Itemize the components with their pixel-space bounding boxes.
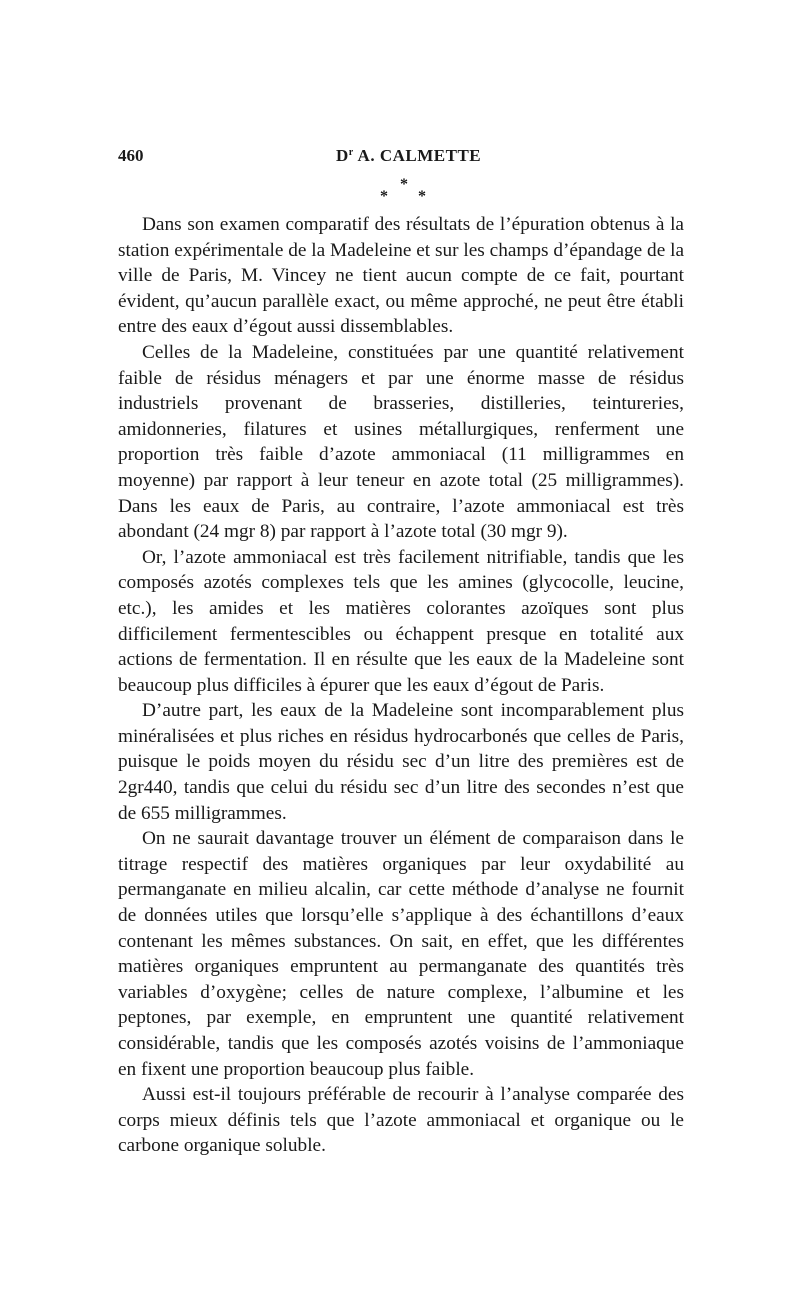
author-prefix-superscript: r — [348, 147, 354, 158]
paragraph: D’autre part, les eaux de la Madeleine sont incomparablement plus minéralisées et plus riches en résidus hydrocarbonés que celles de Paris, puisque le poids moyen du résidu sec d’un litre des premières est de 2gr440, tandis que celui du résidu sec d’un litre des secondes n’est que de 655 milligrammes. — [118, 700, 684, 824]
paragraph: Or, l’azote ammoniacal est très facilement nitrifiable, tandis que les composés azotés complexes tels que les amines (glycocolle, leucine, etc.), les amides et les matières colorantes azoïques sont plus difficilement fermentescibles ou échappent presque en totalité aux actions de fermentation. Il en résulte que les eaux de la Madeleine sont beaucoup plus difficiles à épurer que les eaux d’égout de Paris. — [118, 546, 684, 696]
asterisk-top: * — [400, 176, 408, 193]
body-text — [118, 212, 684, 1159]
asterisk-right: * — [418, 188, 426, 205]
paragraph: Dans son examen comparatif des résultats de l’épuration obtenus à la station expérimentale de la Madeleine et sur les champs d’épandage de la ville de Paris, M. Vincey ne tient aucun compte de ce fait, pourtant évident, qu’aucun parallèle exact, ou même approché, ne peut être établi entre des eaux d’égout aussi dissemblables. — [118, 214, 684, 338]
asterisk-left: * — [380, 188, 388, 205]
asterism-section-break — [118, 176, 684, 212]
running-title — [336, 146, 481, 166]
author-prefix: D — [336, 146, 349, 165]
book-page — [118, 146, 684, 1159]
running-header — [118, 146, 684, 176]
paragraph: Celles de la Madeleine, constituées par une quantité relativement faible de résidus ménagers et par une énorme masse de résidus industriels provenant de brasseries, distilleries, teintureries, amidonneries, filatures et usines métallurgiques, renferment une proportion très faible d’azote ammoniacal (11 milligrammes en moyenne) par rapport à leur teneur en azote total (25 milligrammes). Dans les eaux de Paris, au contraire, l’azote ammoniacal est très abondant (24 mgr 8) par rapport à l’azote total (30 mgr 9). — [118, 341, 684, 543]
author-name: A. CALMETTE — [353, 146, 482, 165]
page-number: 460 — [118, 146, 144, 165]
paragraph: On ne saurait davantage trouver un élément de comparaison dans le titrage respectif des matières organiques par leur oxydabilité au permanganate en milieu alcalin, car cette méthode d’analyse ne fournit de données utiles que lorsqu’elle s’applique à des échantillons d’eaux contenant les mêmes substances. On sait, en effet, que les différentes matières organiques empruntent au permanganate des quantités très variables d’oxygène; celles de nature complexe, l’albumine et les peptones, par exemple, en empruntent une quantité relativement considérable, tandis que les composés azotés voisins de l’ammoniaque en fixent une proportion beaucoup plus faible. — [118, 828, 684, 1080]
paragraph: Aussi est-il toujours préférable de recourir à l’analyse comparée des corps mieux définis tels que l’azote ammoniacal et organique ou le carbone organique soluble. — [118, 1084, 684, 1157]
